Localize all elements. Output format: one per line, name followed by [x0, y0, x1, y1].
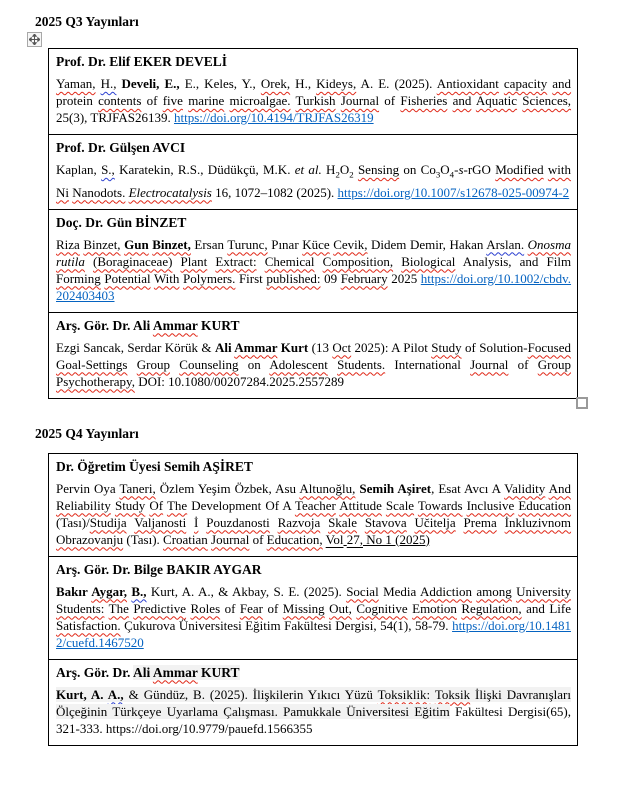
text-run: Ersan: [190, 236, 228, 252]
text-run: Analysis, and Film: [455, 253, 572, 269]
text-run: Journal: [340, 93, 380, 108]
author-name: [56, 560, 571, 580]
text-run: Altunoğlu,: [299, 480, 356, 496]
text-run: Vol: [325, 531, 344, 547]
text-run: University: [516, 583, 572, 599]
text-run: and: [452, 93, 472, 108]
text-run: H.,: [100, 76, 117, 91]
text-run: A.,: [107, 686, 124, 702]
text-run: Skale: [328, 514, 357, 530]
text-run: Ammar: [234, 339, 278, 355]
text-run: Valjanosti: [134, 514, 187, 530]
table-wrapper: [48, 453, 578, 746]
text-run: Of: [149, 497, 164, 513]
publication-text: [56, 583, 571, 651]
text-run: of: [220, 600, 240, 616]
text-run: Teacher: [294, 497, 336, 513]
author-name: [56, 316, 571, 336]
text-run: 2: [335, 169, 340, 180]
text-run: O: [339, 162, 350, 177]
text-run: Didem Demir, Hakan: [367, 236, 487, 252]
text-run: A. E. (2025).: [356, 76, 437, 91]
text-run: 2: [349, 169, 354, 180]
text-run: Psychotherapy,: [56, 373, 135, 389]
text-run: Goal-Settings: [56, 356, 128, 372]
text-run: Aquatic: [475, 93, 518, 108]
text-run: Education,: [266, 531, 323, 547]
text-run: [393, 254, 401, 269]
text-run: et al.: [294, 162, 322, 177]
text-run: Bakır: [56, 583, 92, 599]
text-run: Pervin Oya: [56, 480, 120, 496]
text-run: Taneri,: [119, 480, 156, 496]
text-run: Sensing: [357, 162, 400, 177]
text-run: International: [385, 356, 471, 372]
text-run: Education: [518, 497, 572, 513]
text-run: Turkish: [295, 93, 336, 108]
text-run: Inclusive: [466, 497, 515, 513]
text-run: Journal: [470, 356, 509, 372]
text-run: [320, 515, 328, 530]
text-run: The: [166, 497, 188, 513]
text-run: Aygar,: [91, 583, 127, 599]
text-run: Social: [346, 583, 379, 599]
text-run: [315, 254, 323, 269]
publications-table: [48, 453, 578, 746]
section-heading: 2025 Q4 Yayınları: [35, 425, 139, 441]
text-run: Kurt: [277, 339, 309, 355]
author-name: [56, 138, 571, 158]
text-run: of: [249, 531, 267, 547]
text-run: [85, 254, 93, 269]
text-run: Addiction: [419, 583, 472, 599]
text-run: Journal: [211, 531, 250, 547]
text-run: Ali: [133, 664, 153, 680]
text-run: Polymers.: [183, 270, 236, 286]
text-run: of: [263, 600, 283, 616]
text-run: Fisheries: [400, 93, 448, 108]
text-run: (13: [308, 339, 333, 355]
text-run: The: [108, 600, 129, 616]
text-run: -rGO: [463, 162, 496, 177]
text-run: 2025: [387, 270, 421, 286]
text-run: Cevik,: [333, 236, 368, 252]
text-run: Orek,: [260, 76, 291, 91]
text-run: KURT: [197, 664, 240, 680]
text-run: Extract:: [215, 253, 257, 269]
text-run: protein: [56, 93, 99, 108]
text-run: [407, 515, 415, 530]
text-run: Arş. Gör. Dr. Ali: [56, 317, 153, 333]
text-run: Kurt, A.: [56, 686, 108, 702]
text-run: Counseling: [179, 356, 239, 372]
text-run: Učitelja: [414, 514, 456, 530]
text-run: [257, 254, 265, 269]
text-run: Roles: [190, 600, 221, 616]
text-run: Validity: [504, 480, 546, 496]
publications-table: [48, 48, 578, 399]
text-run: and: [552, 76, 572, 91]
text-run: Küce: [302, 236, 330, 252]
text-run: İnkluzivnom: [504, 514, 572, 530]
text-run: Yaman,: [56, 76, 96, 91]
text-run: Students:: [56, 600, 105, 616]
move-arrows-icon: [29, 34, 40, 45]
table-resize-handle[interactable]: [576, 397, 588, 409]
text-run: Kideys,: [316, 76, 357, 91]
publication-row: [49, 454, 577, 556]
text-run: Pouzdanosti: [206, 514, 270, 530]
text-run: Kurt, A. A., & Akbay, S. E. (2025).: [146, 583, 347, 599]
text-run: Students.: [337, 356, 386, 372]
publication-row: [49, 49, 577, 134]
text-run: 25(3), TRJFAS26139.: [56, 110, 174, 125]
text-run: [170, 357, 179, 372]
text-run: microalgae.: [229, 93, 291, 108]
text-run: Arş. Gör. Dr. Bilge BAKIR AYGAR: [56, 561, 262, 577]
text-run: Attitude: [339, 497, 382, 513]
text-run: Ammar: [152, 664, 198, 680]
text-run: Towards: [417, 497, 463, 513]
text-run: Scale: [385, 497, 415, 513]
text-run: [172, 254, 180, 269]
text-run: Prof. Dr. Elif EKER DEVELİ: [56, 54, 228, 69]
text-run: 16, 1072–1082 (2025).: [211, 184, 338, 200]
text-run: capacity: [503, 76, 548, 91]
text-run: And: [548, 480, 571, 496]
text-run: Emotion: [412, 600, 457, 616]
text-run: KURT: [197, 317, 240, 333]
publication-text: [56, 686, 571, 737]
text-run: among: [476, 583, 512, 599]
text-run: Özlem Yeşim Özbek, Asu: [155, 480, 300, 496]
text-run: Studija: [89, 514, 127, 530]
text-run: Turunc,: [227, 236, 268, 252]
text-run: Composition,: [322, 253, 394, 269]
text-run: Study: [431, 339, 462, 355]
doi-link[interactable]: https://doi.org/10.1002/cbdv.202403403: [56, 270, 572, 303]
publication-text: [56, 480, 571, 548]
text-run: five: [162, 93, 183, 108]
text-run: February: [340, 270, 388, 286]
text-run: Cognitive: [356, 600, 408, 616]
text-run: Riza: [56, 236, 80, 252]
text-run: 09: [320, 270, 341, 286]
text-run: 2025): A Pilot: [351, 339, 432, 355]
text-run: Razvoja: [277, 514, 321, 530]
text-run: Nanodots.: [72, 184, 126, 200]
table-move-handle[interactable]: [27, 32, 42, 47]
text-run: Satisfaction.: [56, 617, 121, 633]
text-run: Ali: [214, 339, 235, 355]
text-run: with: [547, 162, 572, 177]
text-run: on: [238, 356, 270, 372]
text-run: [357, 515, 365, 530]
text-run: (Boraginaceae): [93, 253, 173, 269]
table-wrapper: [48, 48, 578, 399]
text-run: (Tası)/: [56, 514, 90, 530]
text-run: H: [321, 162, 336, 177]
text-run: 3: [435, 169, 441, 180]
text-run: B.,: [131, 583, 147, 599]
author-name: [56, 213, 571, 233]
text-run: Binzet,: [83, 236, 121, 252]
text-run: Media: [378, 583, 420, 599]
text-run: Ezgi Sancak, Serdar Körük &: [56, 339, 215, 355]
text-run: Croatian: [163, 531, 208, 547]
text-run: Stavova: [364, 514, 407, 530]
text-run: Doç. Dr. Gün BİNZET: [56, 214, 187, 230]
text-run: Develi, E.,: [121, 76, 180, 91]
text-run: on Co: [399, 162, 436, 177]
text-run: O: [440, 162, 450, 177]
text-run: Ammar: [152, 317, 198, 333]
text-run: marine: [188, 93, 225, 108]
text-run: No 1 (2025): [362, 531, 430, 547]
text-run: Reliability: [56, 497, 111, 513]
text-run: Onosma: [527, 236, 572, 252]
publication-text: [56, 236, 571, 304]
text-run: Binzet,: [152, 236, 191, 252]
author-name: [56, 457, 571, 477]
text-run: of: [379, 93, 401, 108]
text-run: Missing: [282, 600, 325, 616]
text-run: Biological: [401, 253, 456, 269]
text-run: With: [153, 270, 180, 286]
text-run: published:: [266, 270, 321, 286]
text-run: Fear: [239, 600, 264, 616]
text-run: Regulation,: [461, 600, 522, 616]
text-run: (Tası).: [123, 531, 164, 547]
text-run: Development Of A: [187, 497, 295, 513]
text-run: Plant: [180, 253, 208, 269]
text-run: contents: [98, 93, 142, 108]
text-run: DOI: 10.1080/00207284.2025.2557289: [134, 373, 345, 389]
text-run: & Gündüz, B. (2025). İlişkilerin Yıkıcı Yüzü: [123, 686, 378, 702]
text-run: Electrocatalysis: [128, 184, 212, 200]
text-run: Out,: [329, 600, 352, 616]
text-run: 27,: [346, 531, 363, 547]
text-run: , Esat Avcı A: [431, 480, 505, 496]
doi-link[interactable]: https://doi.org/10.1007/s12678-025-00974-2: [337, 184, 570, 200]
text-run: Arş. Gör. Dr.: [56, 664, 134, 680]
section-heading: 2025 Q3 Yayınları: [35, 14, 139, 29]
publication-row: [49, 209, 577, 312]
text-run: İ: [194, 514, 199, 530]
text-run: Forming: [56, 270, 101, 286]
text-run: -: [454, 162, 459, 177]
text-run: [497, 515, 505, 530]
text-run: Group: [537, 356, 571, 372]
publication-row: [49, 659, 577, 745]
doi-link[interactable]: https://doi.org/10.14812/cuefd.1467520: [56, 617, 571, 650]
text-run: İlişki Davranışları Ölçeğinin Türkçeye Uyarlama Çalışması. Pamukkale Üniversitesi Eğitim: [56, 686, 571, 719]
text-run: [128, 357, 137, 372]
text-run: Toksik: [434, 686, 471, 702]
text-run: Prof. Dr. Gülşen AVCI: [56, 140, 186, 155]
publication-text: [56, 161, 571, 201]
publication-row: [49, 312, 577, 398]
text-run: Group: [136, 356, 170, 372]
text-run: Sciences,: [522, 93, 572, 108]
text-run: Prema: [463, 514, 497, 530]
text-run: Oct: [332, 339, 352, 355]
author-name: [56, 52, 571, 72]
text-run: [456, 515, 464, 530]
text-run: Toksiklik:: [377, 686, 431, 702]
doi-link[interactable]: https://doi.org/10.4194/TRJFAS26319: [173, 110, 374, 125]
text-run: Pınar: [267, 236, 303, 252]
text-run: H.,: [290, 76, 317, 91]
text-run: Dr. Öğretim Üyesi Semih AŞİRET: [56, 458, 253, 474]
text-run: of Solution-: [461, 339, 528, 355]
text-run: of: [508, 356, 538, 372]
publication-text: [56, 339, 571, 390]
text-run: rutila: [56, 253, 85, 269]
text-run: S.,: [101, 162, 115, 177]
text-run: Study: [114, 497, 146, 513]
publication-row: [49, 134, 577, 209]
text-run: Fakültesi Dergisi(65), 321-333. https://doi.org/10.9779/pauefd.1566355: [56, 703, 571, 736]
text-run: Focused: [527, 339, 571, 355]
text-run: Kaplan,: [56, 162, 102, 177]
author-name: [56, 663, 571, 683]
text-run: Modified: [495, 162, 544, 177]
text-run: Arslan.: [486, 236, 525, 252]
text-run: Antioxidant: [436, 76, 499, 91]
text-run: [186, 515, 194, 530]
text-run: Adolescent: [269, 356, 328, 372]
text-run: Karatekin, R.S., Düdükçü, M.K.: [114, 162, 295, 177]
text-run: Predictive: [133, 600, 187, 616]
text-run: and Life: [521, 600, 572, 616]
text-run: Ni: [56, 184, 69, 200]
text-run: [270, 515, 278, 530]
text-run: E., Keles, Y.,: [179, 76, 261, 91]
text-run: of: [141, 93, 163, 108]
text-run: Obrazovanju: [56, 531, 124, 547]
text-run: s: [458, 162, 464, 177]
publication-text: [56, 75, 571, 126]
text-run: Semih Aşiret: [359, 480, 432, 496]
text-run: Gun: [124, 236, 149, 252]
publication-row: [49, 556, 577, 659]
text-run: Çukurova Üniversitesi Eğitim Fakültesi Dergisi, 54(1), 58-79.: [120, 617, 453, 633]
text-run: 4: [449, 169, 455, 180]
text-run: [328, 357, 337, 372]
text-run: Potential: [104, 270, 151, 286]
text-run: First: [235, 270, 267, 286]
text-run: Chemical: [264, 253, 315, 269]
